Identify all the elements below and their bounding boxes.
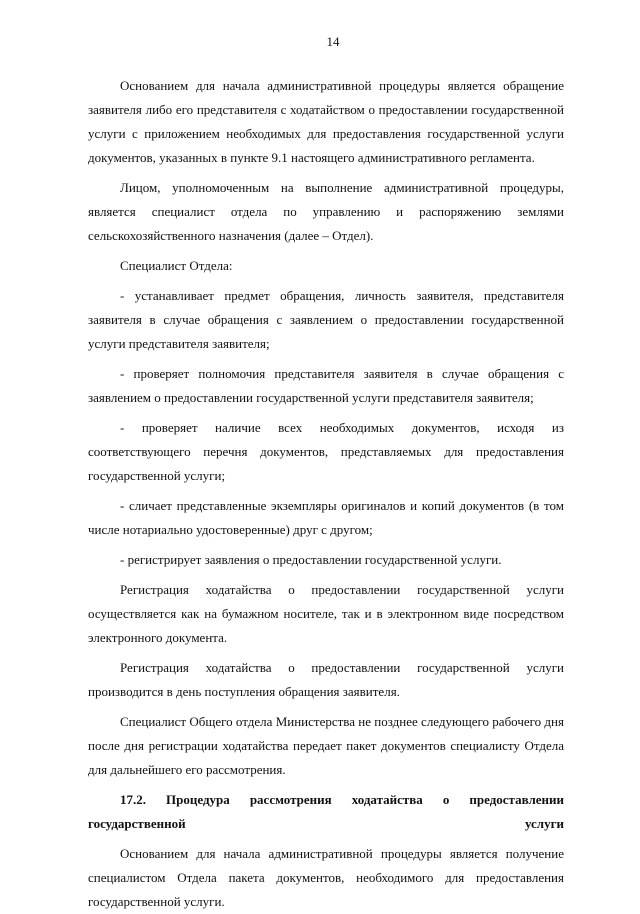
list-item-check-documents: - проверяет наличие всех необходимых документов, исходя из соответствующего перечня документов, представляемых для предоставления государственной услуги;: [88, 420, 564, 483]
paragraph-responsible: Лицом, уполномоченным на выполнение административной процедуры, является специалист отдела по управлению и распоряжению землями сельскохозяйственного назначения (далее – Отдел).: [88, 180, 564, 243]
page-number: 14: [326, 34, 340, 49]
paragraph-general-department: Специалист Общего отдела Министерства не позднее следующего рабочего дня после дня регистрации ходатайства передает пакет документов специалисту Отдела для дальнейшего его рассмотрения.: [88, 714, 564, 777]
paragraph-final: Основанием для начала административной процедуры является получение специалистом Отдела пакета документов, необходимого для предоставления государственной услуги.: [88, 846, 564, 909]
paragraph-registration-method: Регистрация ходатайства о предоставлении государственной услуги осуществляется как на бумажном носителе, так и в электронном виде посредством электронного документа.: [88, 582, 564, 645]
list-item-check-authority: - проверяет полномочия представителя заявителя в случае обращения с заявлением о предоставлении государственной услуги представителя заявителя;: [88, 366, 564, 405]
section-heading-continuation: государственной услуги: [88, 816, 564, 831]
paragraph-specialist-intro: Специалист Отдела:: [120, 258, 233, 273]
paragraph-basis: Основанием для начала административной процедуры является обращение заявителя либо его представителя с ходатайством о предоставлении государственной услуги с приложением необходимых для предоставления государственной услуги документов, указанных в пункте 9.1 настоящего административного регламента.: [88, 78, 564, 165]
list-item-register: - регистрирует заявления о предоставлении государственной услуги.: [120, 552, 502, 567]
list-item-establish: - устанавливает предмет обращения, личность заявителя, представителя заявителя в случае обращения с заявлением о предоставлении государственной услуги представителя заявителя;: [88, 288, 564, 351]
list-item-compare-copies: - сличает представленные экземпляры оригиналов и копий документов (в том числе нотариально удостоверенные) друг с другом;: [88, 498, 564, 537]
paragraph-registration-day: Регистрация ходатайства о предоставлении государственной услуги производится в день поступления обращения заявителя.: [88, 660, 564, 699]
section-heading: 17.2. Процедура рассмотрения ходатайства о предоставлении: [120, 792, 564, 807]
